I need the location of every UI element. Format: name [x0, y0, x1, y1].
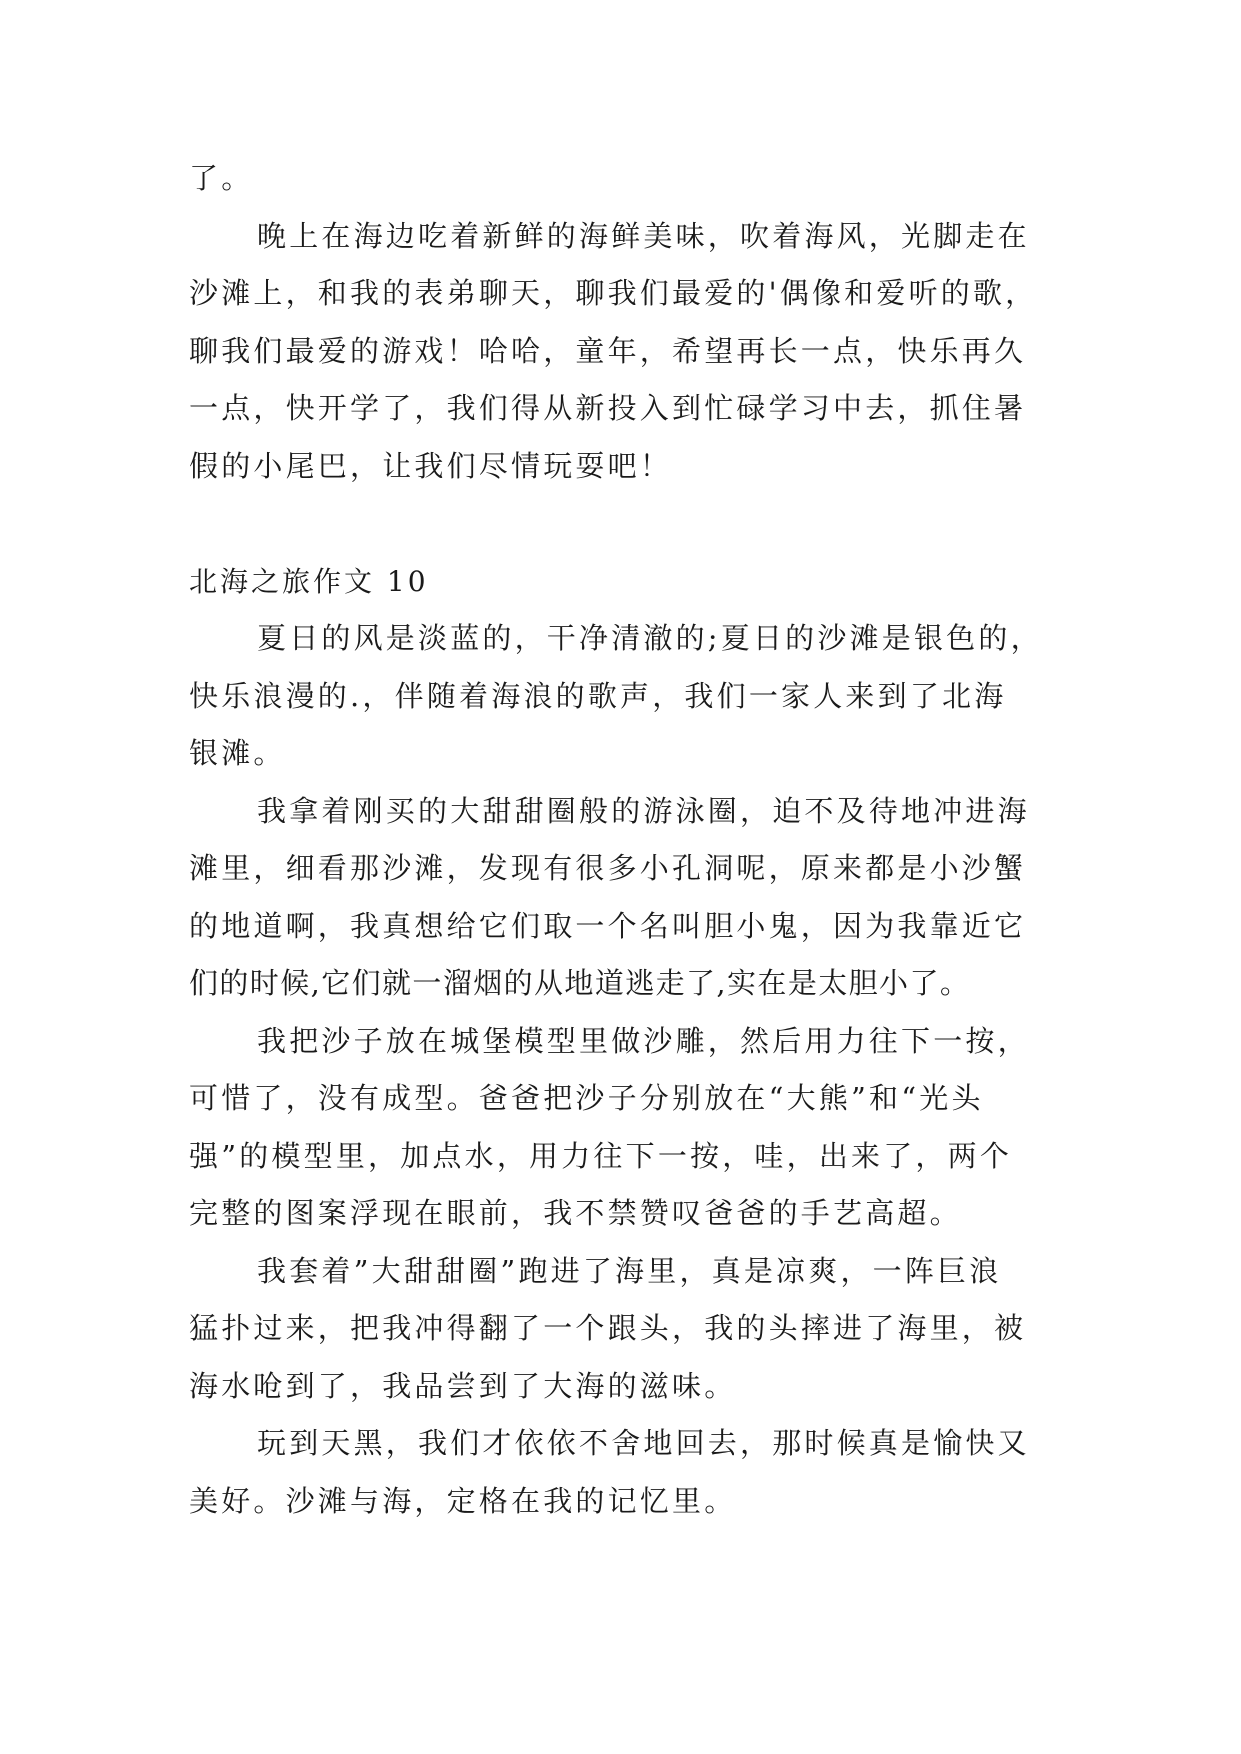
text-line: 的地道啊，我真想给它们取一个名叫胆小鬼，因为我靠近它	[189, 908, 1027, 943]
text-line: 滩里，细看那沙滩，发现有很多小孔洞呢，原来都是小沙蟹	[189, 851, 1027, 885]
text-line: 快乐浪漫的.，伴随着海浪的歌声，我们一家人来到了北海	[189, 678, 1007, 713]
text-line: 聊我们最爱的游戏！哈哈，童年，希望再长一点，快乐再久	[189, 333, 1027, 368]
text-line: 猛扑过来，把我冲得翻了一个跟头，我的头摔进了海里，被	[189, 1311, 1027, 1345]
paragraph-first-line: 我把沙子放在城堡模型里做沙雕，然后用力往下一按，	[257, 1023, 1030, 1058]
text-line: 完整的图案浮现在眼前，我不禁赞叹爸爸的手艺高超。	[189, 1196, 962, 1230]
text-line: 一点，快开学了，我们得从新投入到忙碌学习中去，抓住暑	[189, 391, 1027, 425]
text-line: 银滩。	[189, 736, 286, 770]
paragraph-first-line: 我套着”大甜甜圈”跑进了海里，真是凉爽，一阵巨浪	[257, 1253, 1002, 1288]
text-line: 假的小尾巴，让我们尽情玩耍吧！	[189, 448, 673, 483]
paragraph-first-line: 玩到天黑，我们才依依不舍地回去，那时候真是愉快又	[257, 1426, 1030, 1460]
essay-title: 北海之旅作文 10	[189, 564, 429, 598]
text-line: 们的时候,它们就一溜烟的从地道逃走了,实在是太胆小了。	[189, 966, 971, 1000]
paragraph-first-line: 晚上在海边吃着新鲜的海鲜美味，吹着海风，光脚走在	[257, 218, 1030, 253]
text-line: 沙滩上，和我的表弟聊天，聊我们最爱的'偶像和爱听的歌，	[189, 276, 1038, 310]
text-line: 海水呛到了，我品尝到了大海的滋味。	[189, 1368, 737, 1403]
paragraph-first-line: 我拿着刚买的大甜甜圈般的游泳圈，迫不及待地冲进海	[257, 793, 1030, 828]
paragraph-first-line: 夏日的风是淡蓝的，干净清澈的;夏日的沙滩是银色的，	[257, 621, 1043, 655]
text-line: 可惜了，没有成型。爸爸把沙子分别放在“大熊”和“光头	[189, 1081, 984, 1115]
document-page	[189, 150, 1069, 1530]
text-line: 强”的模型里，加点水，用力往下一按，哇，出来了，两个	[189, 1138, 1013, 1173]
text-line: 美好。沙滩与海，定格在我的记忆里。	[189, 1483, 737, 1518]
text-line: 了。	[189, 161, 254, 195]
section-gap	[189, 495, 1069, 553]
